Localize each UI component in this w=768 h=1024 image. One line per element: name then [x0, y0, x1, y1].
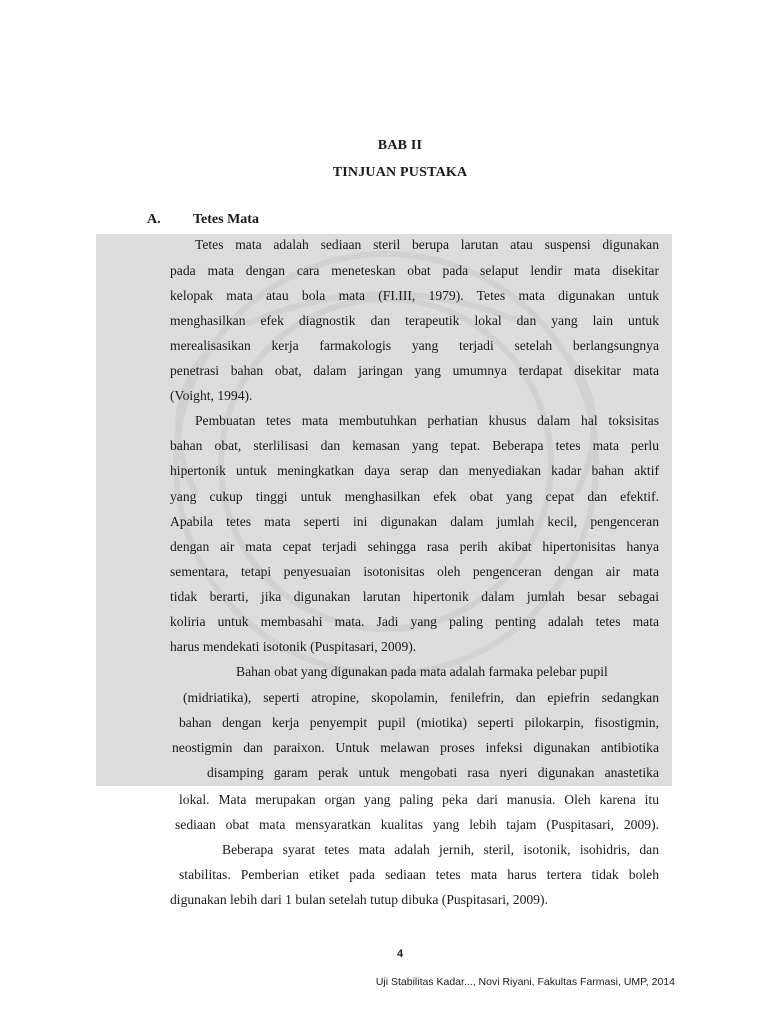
text-line: bahan dengan kerja penyempit pupil (miotika) seperti pilokarpin, fisostigmin,: [179, 715, 659, 730]
text-line: Pembuatan tetes mata membutuhkan perhatian khusus dalam hal toksisitas: [195, 413, 659, 428]
text-line: tidak berarti, jika digunakan larutan hipertonik dalam jumlah besar sebagai: [170, 589, 659, 604]
text-line: sementara, tetapi penyesuaian isotonisitas oleh pengenceran dengan air mata: [170, 564, 659, 579]
text-line: (Voight, 1994).: [170, 388, 253, 403]
text-line: stabilitas. Pemberian etiket pada sediaan tetes mata harus tertera tidak boleh: [179, 867, 659, 882]
section-title: Tetes Mata: [193, 212, 259, 227]
text-line: Tetes mata adalah sediaan steril berupa larutan atau suspensi digunakan: [195, 237, 659, 252]
text-line: (midriatika), seperti atropine, skopolamin, fenilefrin, dan epiefrin sedangkan: [183, 690, 659, 705]
text-line: neostigmin dan paraixon. Untuk melawan proses infeksi digunakan antibiotika: [172, 740, 659, 755]
footer-citation: Uji Stabilitas Kadar..., Novi Riyani, Fakultas Farmasi, UMP, 2014: [375, 976, 675, 988]
chapter-title: TINJUAN PUSTAKA: [332, 165, 468, 180]
section-number: A.: [147, 212, 161, 227]
text-line: merealisasikan kerja farmakologis yang terjadi setelah berlangsungnya: [170, 338, 659, 353]
text-line: Beberapa syarat tetes mata adalah jernih, steril, isotonik, isohidris, dan: [222, 842, 659, 857]
text-line: hipertonik untuk meningkatkan daya serap dan menyediakan kadar bahan aktif: [170, 463, 659, 478]
page-number: 4: [396, 948, 404, 960]
text-line: sediaan obat mata mensyaratkan kualitas yang lebih tajam (Puspitasari, 2009).: [175, 817, 659, 832]
text-line: Apabila tetes mata seperti ini digunakan dalam jumlah kecil, pengenceran: [170, 514, 659, 529]
text-line: Bahan obat yang digunakan pada mata adalah farmaka pelebar pupil: [236, 664, 608, 679]
text-line: harus mendekati isotonik (Puspitasari, 2009).: [170, 639, 417, 654]
chapter-number: BAB II: [377, 138, 423, 153]
text-line: lokal. Mata merupakan organ yang paling peka dari manusia. Oleh karena itu: [179, 792, 659, 807]
text-line: yang cukup tinggi untuk menghasilkan efek obat yang cepat dan efektif.: [170, 489, 659, 504]
text-line: disamping garam perak untuk mengobati rasa nyeri digunakan anastetika: [207, 765, 659, 780]
text-line: kelopak mata atau bola mata (FI.III, 1979). Tetes mata digunakan untuk: [170, 288, 659, 303]
text-line: koliria untuk membasahi mata. Jadi yang paling penting adalah tetes mata: [170, 614, 659, 629]
text-line: dengan air mata cepat terjadi sehingga rasa perih akibat hipertonisitas hanya: [170, 539, 659, 554]
text-line: menghasilkan efek diagnostik dan terapeutik lokal dan yang lain untuk: [170, 313, 659, 328]
text-line: penetrasi bahan obat, dalam jaringan yang umumnya terdapat disekitar mata: [170, 363, 659, 378]
text-line: pada mata dengan cara meneteskan obat pada selaput lendir mata disekitar: [170, 263, 659, 278]
text-line: digunakan lebih dari 1 bulan setelah tutup dibuka (Puspitasari, 2009).: [170, 892, 548, 907]
text-line: bahan obat, sterlilisasi dan kemasan yang tepat. Beberapa tetes mata perlu: [170, 438, 659, 453]
